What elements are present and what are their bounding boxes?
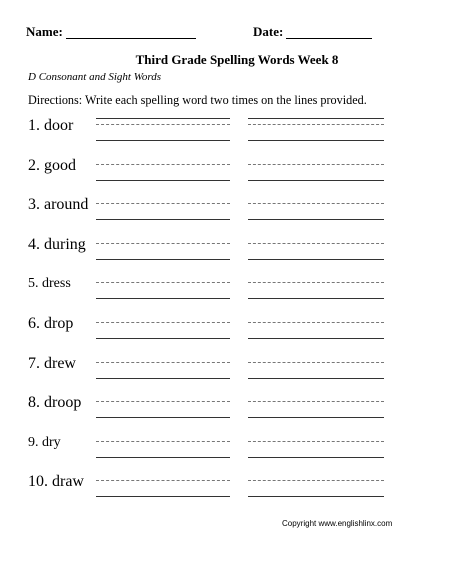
spelling-word: 1. door — [28, 117, 74, 134]
baseline-rule — [248, 457, 384, 458]
dashed-midline — [248, 362, 384, 363]
name-blank-line — [66, 38, 196, 39]
dashed-midline — [248, 282, 384, 283]
writing-lines-second[interactable] — [248, 158, 384, 192]
dashed-midline — [248, 243, 384, 244]
spelling-word: 2. good — [28, 156, 76, 174]
writing-lines-second[interactable] — [248, 316, 384, 350]
dashed-midline — [96, 124, 230, 125]
dashed-midline — [96, 203, 230, 204]
baseline-rule — [248, 180, 384, 181]
spelling-word: 10. draw — [28, 473, 84, 491]
baseline-rule — [248, 140, 384, 141]
dashed-midline — [248, 203, 384, 204]
baseline-rule — [96, 180, 230, 181]
baseline-rule — [96, 417, 230, 418]
dashed-midline — [96, 441, 230, 442]
baseline-rule — [248, 338, 384, 339]
baseline-rule — [96, 298, 230, 299]
baseline-rule — [96, 338, 230, 339]
writing-lines-second[interactable] — [248, 237, 384, 271]
dashed-midline — [248, 480, 384, 481]
dashed-midline — [96, 362, 230, 363]
writing-lines-second[interactable] — [248, 118, 384, 152]
date-blank-line — [286, 38, 372, 39]
baseline-rule — [248, 298, 384, 299]
writing-lines-first[interactable] — [96, 197, 230, 231]
dashed-midline — [96, 480, 230, 481]
dashed-midline — [96, 164, 230, 165]
dashed-midline — [248, 124, 384, 125]
writing-lines-second[interactable] — [248, 474, 384, 508]
writing-lines-first[interactable] — [96, 118, 230, 152]
writing-lines-second[interactable] — [248, 395, 384, 429]
baseline-rule — [96, 496, 230, 497]
writing-lines-first[interactable] — [96, 356, 230, 390]
dashed-midline — [248, 322, 384, 323]
baseline-rule — [248, 219, 384, 220]
baseline-rule — [96, 219, 230, 220]
dashed-midline — [248, 164, 384, 165]
writing-lines-second[interactable] — [248, 197, 384, 231]
baseline-rule — [96, 457, 230, 458]
dashed-midline — [248, 441, 384, 442]
spelling-word: 9. dry — [28, 434, 61, 450]
writing-lines-first[interactable] — [96, 316, 230, 350]
worksheet-subtitle: D Consonant and Sight Words — [28, 71, 162, 83]
spelling-word: 3. around — [28, 196, 89, 214]
baseline-rule — [96, 140, 230, 141]
writing-lines-second[interactable] — [248, 435, 384, 469]
date-label: Date: — [253, 24, 284, 39]
baseline-rule — [248, 378, 384, 379]
top-rule — [248, 118, 384, 119]
baseline-rule — [248, 417, 384, 418]
writing-lines-first[interactable] — [96, 276, 230, 310]
writing-lines-second[interactable] — [248, 276, 384, 310]
spelling-word: 5. dress — [28, 276, 71, 292]
baseline-rule — [96, 378, 230, 379]
dashed-midline — [96, 401, 230, 402]
name-label: Name: — [26, 24, 63, 39]
dashed-midline — [96, 322, 230, 323]
copyright-text: Copyright www.englishlinx.com — [282, 519, 393, 528]
top-rule — [96, 118, 230, 119]
spelling-word: 4. during — [28, 235, 86, 253]
baseline-rule — [248, 496, 384, 497]
spelling-word: 8. droop — [28, 394, 82, 412]
baseline-rule — [248, 259, 384, 260]
writing-lines-first[interactable] — [96, 435, 230, 469]
writing-lines-first[interactable] — [96, 158, 230, 192]
dashed-midline — [248, 401, 384, 402]
dashed-midline — [96, 243, 230, 244]
worksheet-title: Third Grade Spelling Words Week 8 — [135, 52, 339, 67]
baseline-rule — [96, 259, 230, 260]
directions-text: Directions: Write each spelling word two times on the lines provided. — [28, 93, 367, 107]
writing-lines-second[interactable] — [248, 356, 384, 390]
spelling-word: 6. drop — [28, 315, 74, 332]
spelling-word: 7. drew — [28, 354, 76, 372]
writing-lines-first[interactable] — [96, 395, 230, 429]
writing-lines-first[interactable] — [96, 474, 230, 508]
dashed-midline — [96, 282, 230, 283]
writing-lines-first[interactable] — [96, 237, 230, 271]
